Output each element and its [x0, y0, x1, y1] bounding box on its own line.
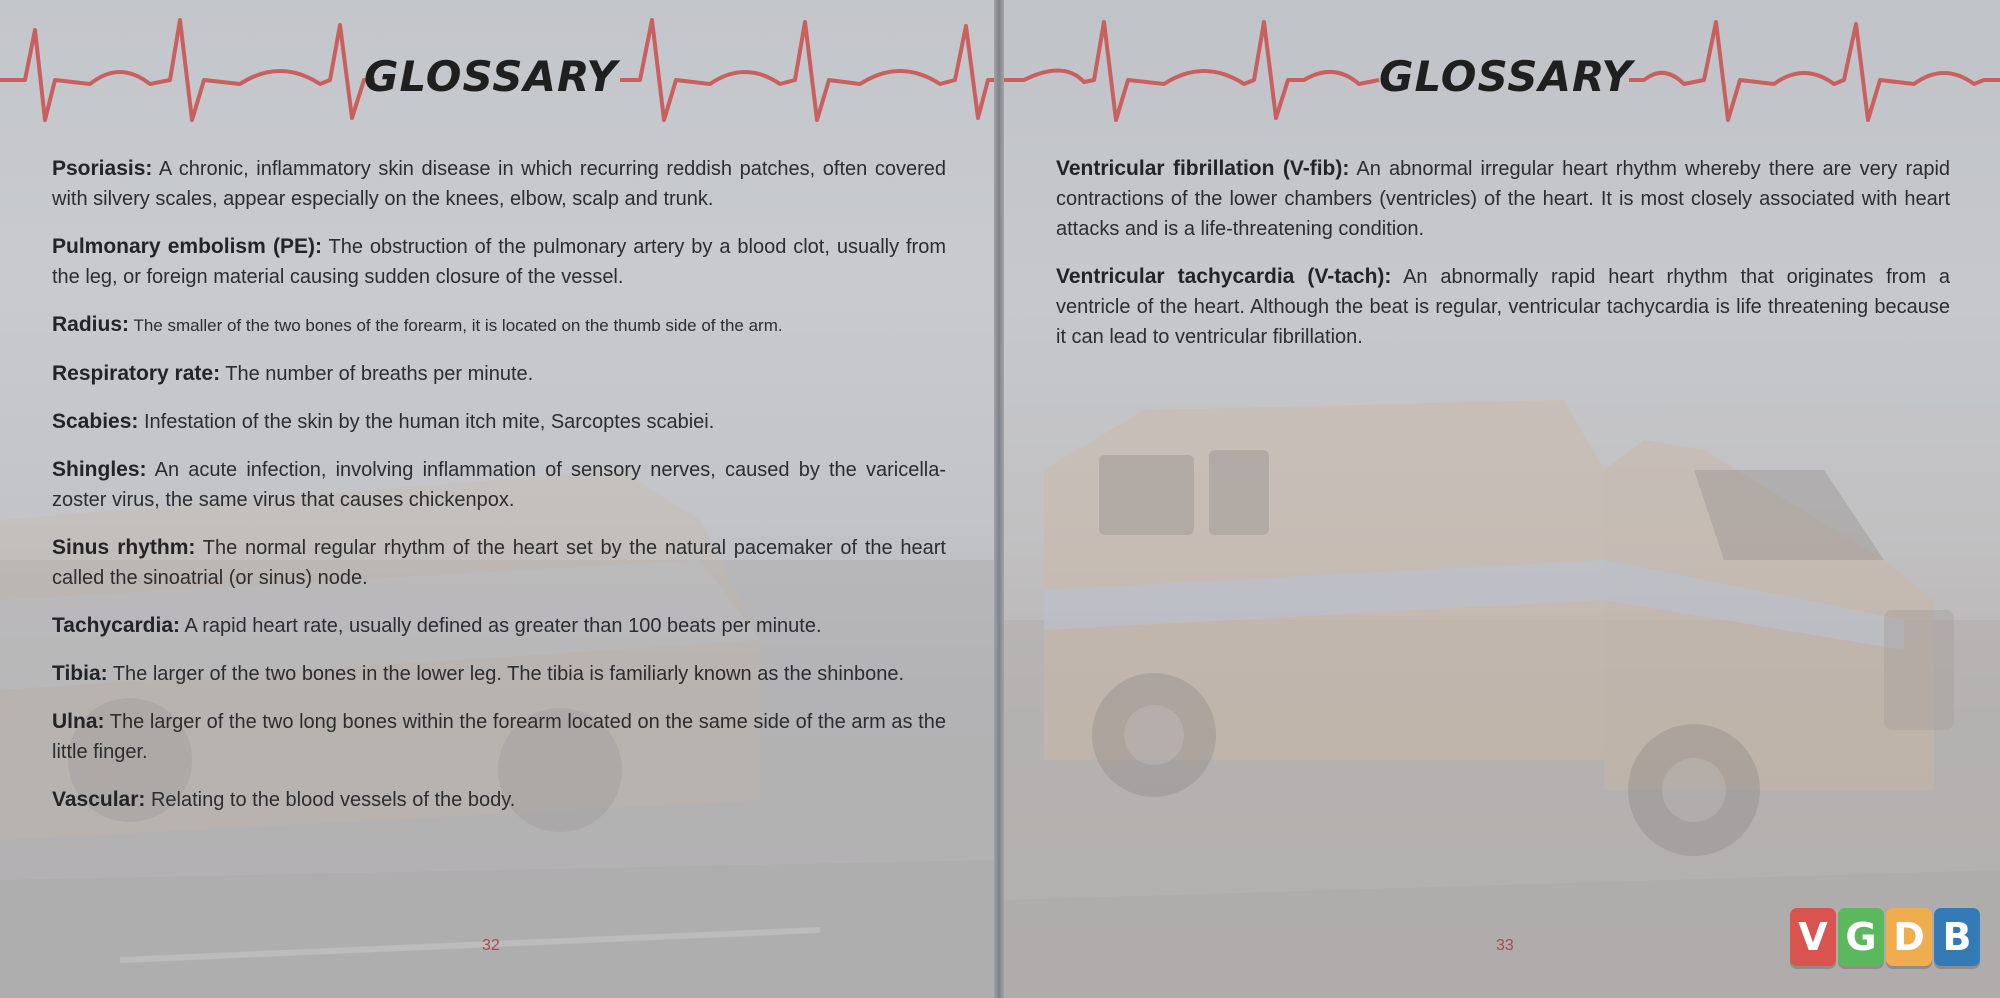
entry-definition: The larger of the two bones in the lower leg. The tibia is familiarly known as the shinbone. — [112, 663, 904, 685]
entry-term: Scabies: — [52, 410, 139, 433]
entry-definition: An abnormally rapid heart rhythm that originates from a ventricle of the heart. Although the beat is regular, ventricular tachycardia is life threatening because it can lead to ventricular fibrillation. — [1056, 266, 1951, 348]
entry-term: Pulmonary embolism (PE): — [52, 235, 322, 258]
page-title: GLOSSARY — [364, 52, 618, 101]
glossary-entry — [52, 232, 946, 292]
glossary-entry — [1056, 154, 1950, 244]
entry-definition: An abnormal irregular heart rhythm whereby there are very rapid contractions of the lower chambers (ventricles) of the heart. It is most closely associated with heart attacks and is a life-threatening condition. — [1056, 158, 1951, 240]
glossary-entry — [52, 407, 946, 437]
entry-definition: The larger of the two long bones within the forearm located on the same side of the arm as the little finger. — [52, 711, 946, 763]
entry-term: Shingles: — [52, 458, 147, 481]
ambulance-background-art — [1004, 0, 2000, 998]
entry-definition: A chronic, inflammatory skin disease in which recurring reddish patches, often covered with silvery scales, appear especially on the knees, elbow, scalp and trunk. — [52, 158, 946, 210]
glossary-entry — [52, 359, 946, 389]
right-page — [1004, 0, 2000, 998]
watermark-tile-d: D — [1886, 908, 1932, 966]
glossary-list — [1056, 154, 1950, 370]
entry-term: Ventricular tachycardia (V-tach): — [1056, 265, 1392, 288]
entry-definition: Infestation of the skin by the human itch mite, Sarcoptes scabiei. — [143, 411, 715, 433]
entry-definition: The number of breaths per minute. — [225, 363, 534, 385]
glossary-entry — [52, 533, 946, 593]
page-title: GLOSSARY — [1379, 52, 1633, 101]
entry-definition: The normal regular rhythm of the heart set by the natural pacemaker of the heart called the sinoatrial (or sinus) node. — [52, 537, 946, 589]
watermark-tile-b: B — [1934, 908, 1980, 966]
glossary-entry — [52, 707, 946, 767]
book-gutter — [994, 0, 1004, 998]
glossary-entry — [52, 455, 946, 515]
glossary-entry — [52, 785, 946, 815]
entry-definition: A rapid heart rate, usually defined as greater than 100 beats per minute. — [184, 615, 822, 637]
watermark-tile-v: V — [1790, 908, 1836, 966]
entry-term: Vascular: — [52, 788, 146, 811]
glossary-list — [52, 154, 946, 833]
glossary-entry — [52, 659, 946, 689]
vgdb-watermark-logo — [1790, 908, 1980, 970]
left-page — [0, 0, 994, 998]
glossary-entry — [52, 310, 946, 341]
entry-term: Sinus rhythm: — [52, 536, 196, 559]
entry-term: Respiratory rate: — [52, 362, 221, 385]
entry-term: Tachycardia: — [52, 614, 180, 637]
entry-definition: An acute infection, involving inflammation of sensory nerves, caused by the varicella-zoster virus, the same virus that causes chickenpox. — [52, 459, 947, 511]
entry-definition: The obstruction of the pulmonary artery by a blood clot, usually from the leg, or foreign material causing sudden closure of the vessel. — [52, 236, 947, 288]
watermark-tile-g: G — [1838, 908, 1884, 966]
page-number: 32 — [482, 937, 500, 954]
entry-term: Radius: — [52, 313, 130, 336]
entry-term: Psoriasis: — [52, 157, 153, 180]
glossary-entry — [52, 154, 946, 214]
glossary-entry — [1056, 262, 1950, 352]
glossary-entry — [52, 611, 946, 641]
entry-term: Tibia: — [52, 662, 108, 685]
entry-definition: Relating to the blood vessels of the body. — [150, 789, 516, 811]
entry-definition: The smaller of the two bones of the forearm, it is located on the thumb side of the arm. — [133, 316, 783, 335]
entry-term: Ventricular fibrillation (V-fib): — [1056, 157, 1350, 180]
page-number: 33 — [1496, 937, 1514, 954]
entry-term: Ulna: — [52, 710, 105, 733]
